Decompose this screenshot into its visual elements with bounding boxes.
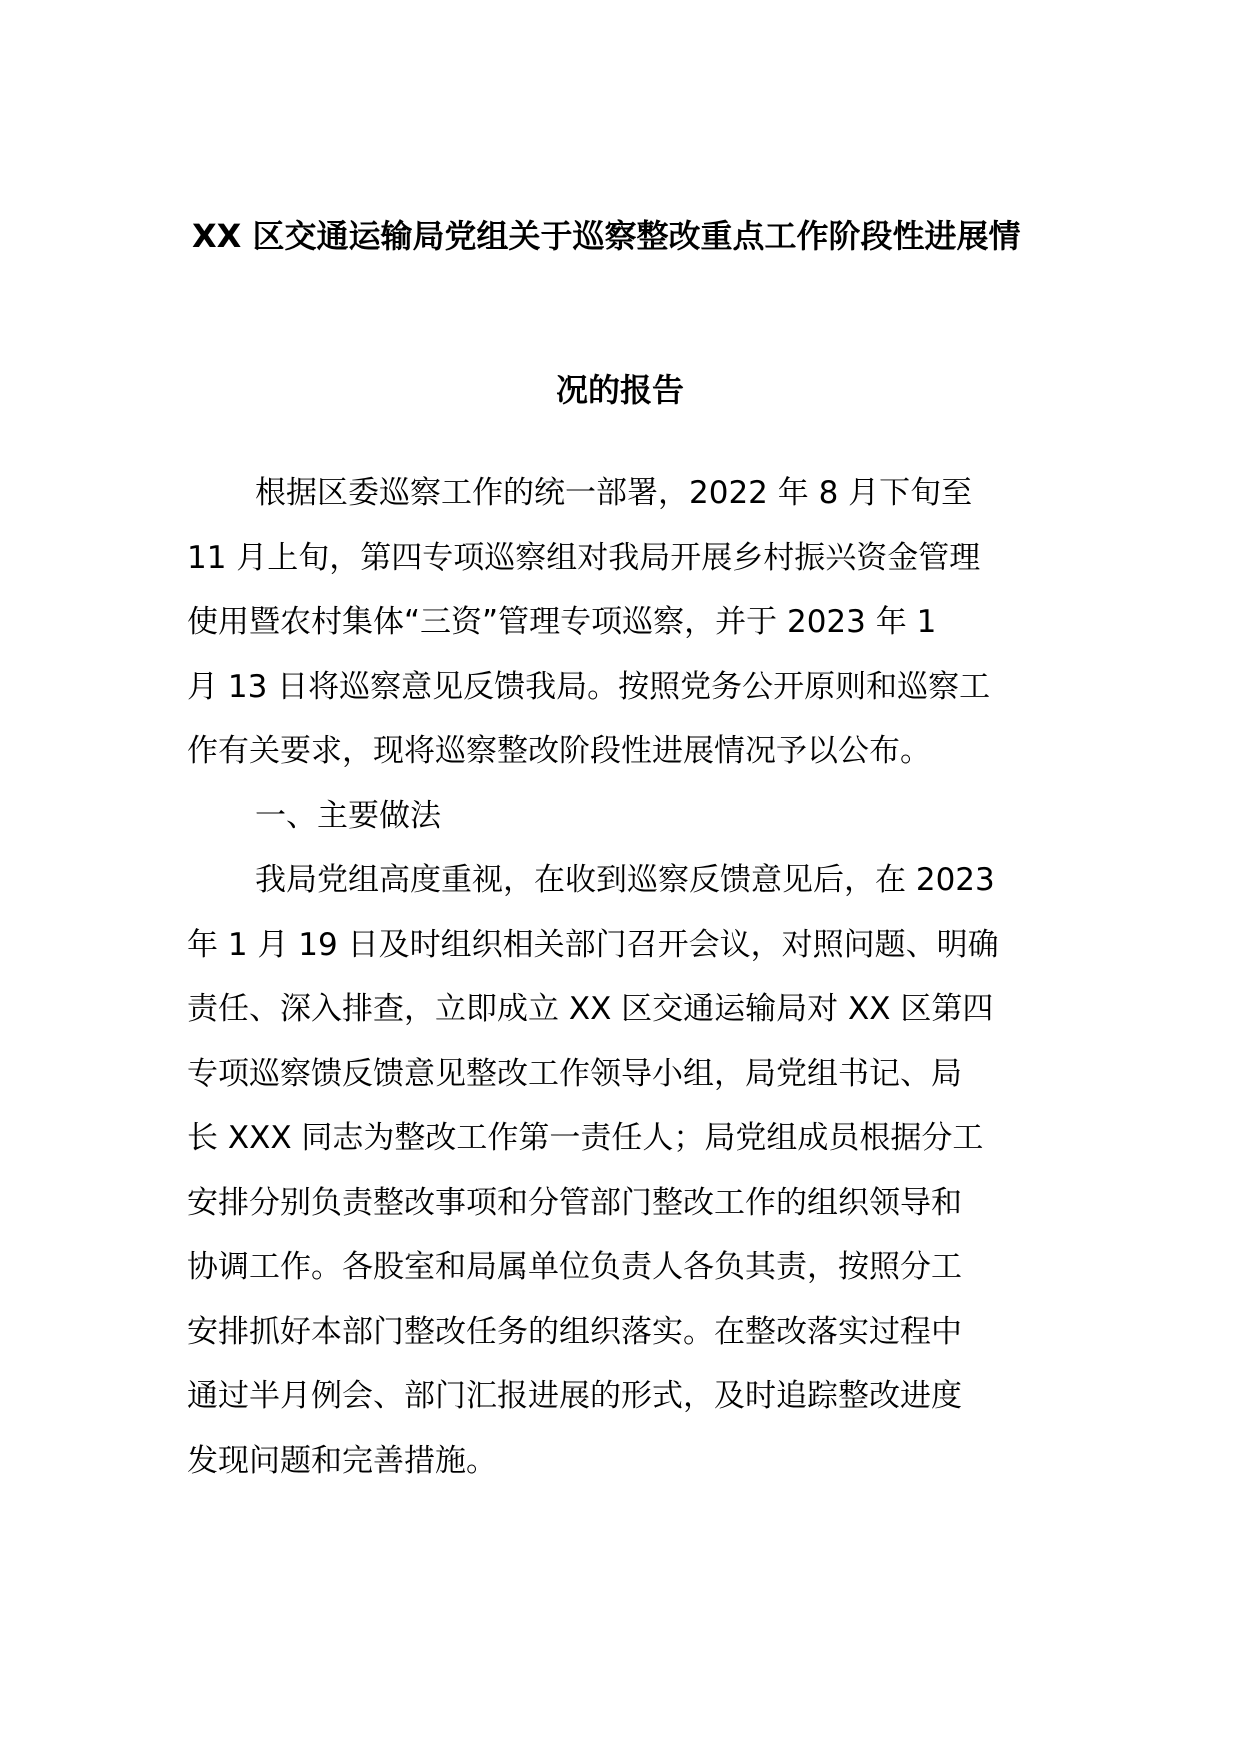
paragraph-line: 协调工作。各股室和局属单位负责人各负其责，按照分工 (187, 1249, 962, 1285)
paragraph-line: 年 1 月 19 日及时组织相关部门召开会议，对照问题、明确 (187, 926, 999, 963)
paragraph-line: 长 XXX 同志为整改工作第一责任人；局党组成员根据分工 (187, 1120, 984, 1156)
paragraph-line: 11 月上旬，第四专项巡察组对我局开展乡村振兴资金管理 (187, 539, 981, 576)
paragraph-line: 通过半月例会、部门汇报进展的形式，及时追踪整改进度 (187, 1378, 962, 1414)
paragraph-line: 安排抓好本部门整改任务的组织落实。在整改落实过程中 (187, 1313, 962, 1350)
paragraph-line: 安排分别负责整改事项和分管部门整改工作的组织领导和 (187, 1184, 962, 1221)
document-body (187, 461, 1057, 1493)
paragraph-line: 作有关要求，现将巡察整改阶段性进展情况予以公布。 (187, 733, 931, 769)
paragraph-intro (187, 461, 1057, 784)
paragraph-line: 月 13 日将巡察意见反馈我局。按照党务公开原则和巡察工 (187, 668, 991, 705)
document-title-line-2: 况的报告 (555, 371, 684, 409)
paragraph-line: 专项巡察馈反馈意见整改工作领导小组，局党组书记、局 (187, 1055, 962, 1092)
document-title-line-1: XX 区交通运输局党组关于巡察整改重点工作阶段性进展情 (192, 217, 1021, 255)
paragraph-line: 责任、深入排查，立即成立 XX 区交通运输局对 XX 区第四 (187, 991, 994, 1027)
section-heading (187, 784, 1057, 849)
paragraph-line: 使用暨农村集体“三资”管理专项巡察，并于 2023 年 1 (187, 604, 937, 640)
paragraph-line: 发现问题和完善措施。 (187, 1442, 497, 1479)
section-heading-text: 一、主要做法 (255, 797, 441, 834)
paragraph-main-measures (187, 848, 1057, 1493)
paragraph-line: 根据区委巡察工作的统一部署，2022 年 8 月下旬至 (255, 475, 973, 511)
paragraph-line: 我局党组高度重视，在收到巡察反馈意见后，在 2023 (255, 862, 995, 898)
